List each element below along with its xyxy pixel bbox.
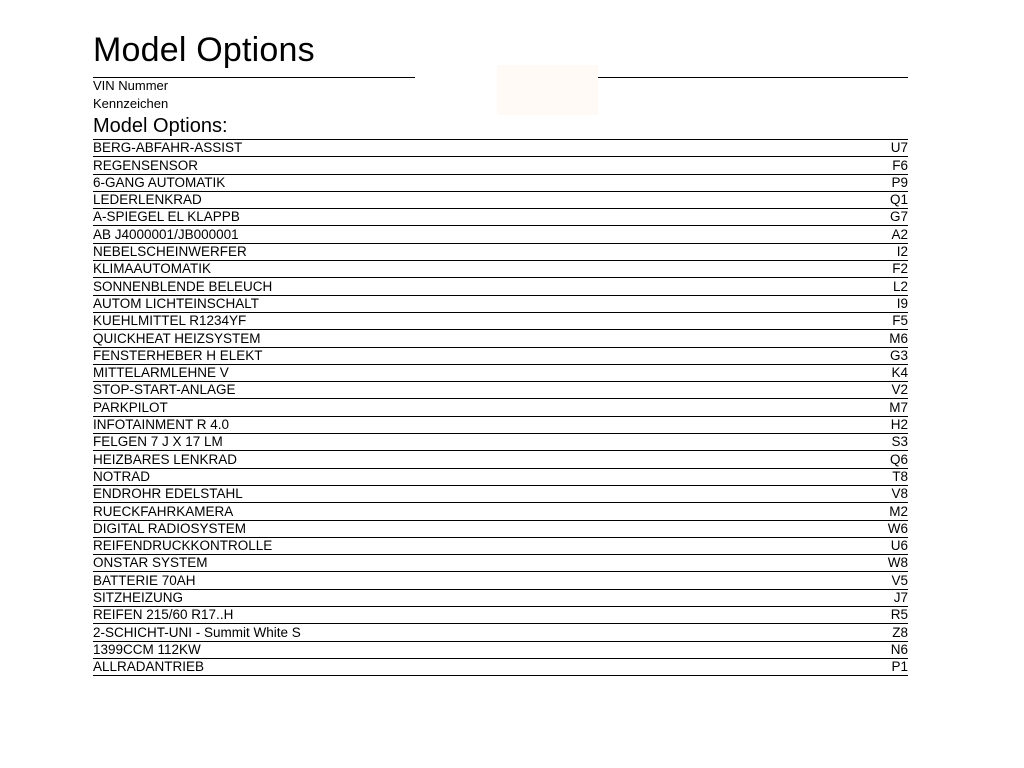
option-name: LEDERLENKRAD	[93, 191, 848, 208]
table-row	[93, 399, 908, 416]
document-page	[93, 30, 908, 676]
option-name: PARKPILOT	[93, 399, 848, 416]
option-code: K4	[848, 364, 908, 381]
table-row	[93, 572, 908, 589]
option-code: P1	[848, 658, 908, 675]
option-code: W8	[848, 555, 908, 572]
option-code: U7	[848, 140, 908, 157]
option-name: FELGEN 7 J X 17 LM	[93, 434, 848, 451]
option-code: I2	[848, 243, 908, 260]
table-row	[93, 641, 908, 658]
option-code: I9	[848, 295, 908, 312]
option-name: BATTERIE 70AH	[93, 572, 848, 589]
option-name: REIFENDRUCKKONTROLLE	[93, 537, 848, 554]
option-code: F5	[848, 312, 908, 329]
option-code: M6	[848, 330, 908, 347]
table-row	[93, 364, 908, 381]
option-name: AB J4000001/JB000001	[93, 226, 848, 243]
table-row	[93, 312, 908, 329]
option-name: FENSTERHEBER H ELEKT	[93, 347, 848, 364]
table-row	[93, 589, 908, 606]
option-name: HEIZBARES LENKRAD	[93, 451, 848, 468]
option-name: STOP-START-ANLAGE	[93, 382, 848, 399]
table-row	[93, 243, 908, 260]
option-code: V2	[848, 382, 908, 399]
option-code: F2	[848, 261, 908, 278]
option-code: L2	[848, 278, 908, 295]
option-name: DIGITAL RADIOSYSTEM	[93, 520, 848, 537]
option-name: 1399CCM 112KW	[93, 641, 848, 658]
plate-label: Kennzeichen	[93, 96, 169, 111]
option-code: H2	[848, 416, 908, 433]
option-name: ONSTAR SYSTEM	[93, 555, 848, 572]
redacted-area	[497, 65, 598, 115]
option-code: R5	[848, 607, 908, 624]
option-code: N6	[848, 641, 908, 658]
option-name: 6-GANG AUTOMATIK	[93, 174, 848, 191]
table-row	[93, 485, 908, 502]
table-row	[93, 261, 908, 278]
option-name: QUICKHEAT HEIZSYSTEM	[93, 330, 848, 347]
option-code: U6	[848, 537, 908, 554]
options-table-body	[93, 140, 908, 676]
option-name: MITTELARMLEHNE V	[93, 364, 848, 381]
option-name: RUECKFAHRKAMERA	[93, 503, 848, 520]
option-code: P9	[848, 174, 908, 191]
table-row	[93, 157, 908, 174]
option-name: A-SPIEGEL EL KLAPPB	[93, 209, 848, 226]
table-row	[93, 624, 908, 641]
option-code: J7	[848, 589, 908, 606]
option-name: NEBELSCHEINWERFER	[93, 243, 848, 260]
option-code: F6	[848, 157, 908, 174]
table-row	[93, 607, 908, 624]
option-code: Z8	[848, 624, 908, 641]
option-name: SITZHEIZUNG	[93, 589, 848, 606]
option-code: M2	[848, 503, 908, 520]
option-name: REIFEN 215/60 R17..H	[93, 607, 848, 624]
option-name: NOTRAD	[93, 468, 848, 485]
option-name: ALLRADANTRIEB	[93, 658, 848, 675]
table-row	[93, 295, 908, 312]
option-name: AUTOM LICHTEINSCHALT	[93, 295, 848, 312]
option-name: 2-SCHICHT-UNI - Summit White S	[93, 624, 848, 641]
option-code: V5	[848, 572, 908, 589]
option-code: G3	[848, 347, 908, 364]
option-code: Q1	[848, 191, 908, 208]
table-row	[93, 416, 908, 433]
document-title: Model Options	[93, 31, 315, 69]
table-row	[93, 347, 908, 364]
table-row	[93, 330, 908, 347]
option-name: REGENSENSOR	[93, 157, 848, 174]
section-title: Model Options:	[93, 115, 228, 137]
option-code: S3	[848, 434, 908, 451]
table-row	[93, 451, 908, 468]
table-row	[93, 537, 908, 554]
table-row	[93, 226, 908, 243]
table-row	[93, 520, 908, 537]
option-code: W6	[848, 520, 908, 537]
option-name: INFOTAINMENT R 4.0	[93, 416, 848, 433]
vin-label: VIN Nummer	[93, 78, 169, 93]
table-row	[93, 209, 908, 226]
table-row	[93, 382, 908, 399]
table-row	[93, 658, 908, 675]
vehicle-info-block	[93, 70, 908, 114]
option-code: T8	[848, 468, 908, 485]
option-code: A2	[848, 226, 908, 243]
option-code: Q6	[848, 451, 908, 468]
table-row	[93, 468, 908, 485]
option-name: ENDROHR EDELSTAHL	[93, 485, 848, 502]
option-name: BERG-ABFAHR-ASSIST	[93, 140, 848, 157]
options-table	[93, 139, 908, 676]
table-row	[93, 140, 908, 157]
option-code: V8	[848, 485, 908, 502]
table-row	[93, 174, 908, 191]
table-row	[93, 555, 908, 572]
table-row	[93, 503, 908, 520]
option-code: M7	[848, 399, 908, 416]
option-name: KUEHLMITTEL R1234YF	[93, 312, 848, 329]
header-rule-right	[598, 77, 908, 78]
table-row	[93, 278, 908, 295]
option-name: SONNENBLENDE BELEUCH	[93, 278, 848, 295]
table-row	[93, 191, 908, 208]
table-row	[93, 434, 908, 451]
option-name: KLIMAAUTOMATIK	[93, 261, 848, 278]
option-code: G7	[848, 209, 908, 226]
